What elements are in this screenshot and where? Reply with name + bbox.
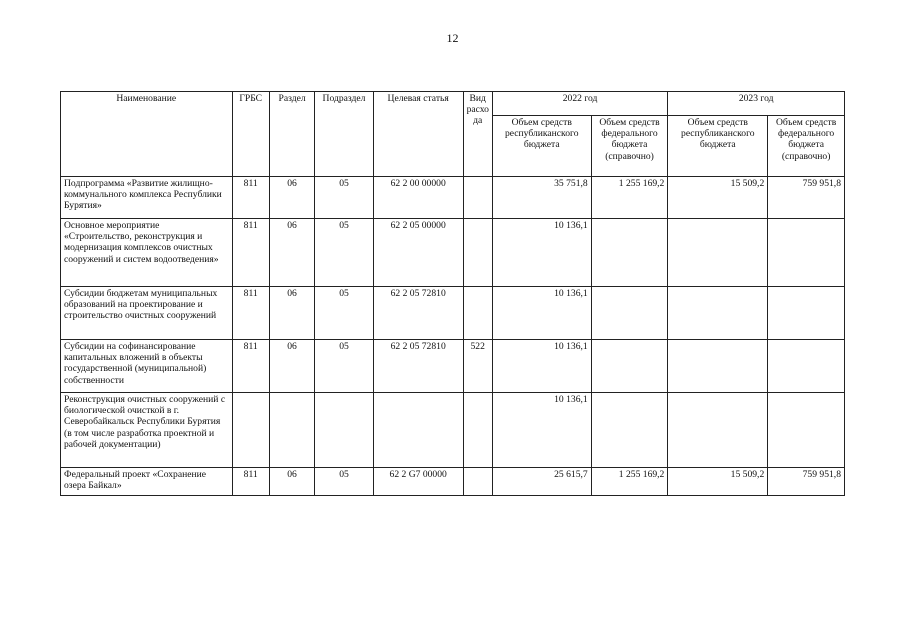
- cell-grbs: 811: [232, 177, 269, 219]
- cell-podrazdel: 05: [315, 340, 374, 393]
- cell-grbs: 811: [232, 468, 269, 496]
- cell-rep-2023: 15 509,2: [668, 177, 768, 219]
- cell-celevaya: 62 2 G7 00000: [373, 468, 463, 496]
- cell-fed-2022: 1 255 169,2: [591, 177, 668, 219]
- header-fed-2023: Объем средств федерального бюджета (справочно): [768, 116, 845, 177]
- cell-podrazdel: 05: [315, 177, 374, 219]
- cell-fed-2023: 759 951,8: [768, 468, 845, 496]
- cell-name: Подпрограмма «Развитие жилищно-коммунального комплекса Республики Бурятия»: [61, 177, 233, 219]
- cell-celevaya: 62 2 05 72810: [373, 340, 463, 393]
- cell-razdel: 06: [269, 340, 314, 393]
- cell-rep-2023: 15 509,2: [668, 468, 768, 496]
- cell-podrazdel: 05: [315, 219, 374, 287]
- table-row: [61, 219, 845, 287]
- cell-rep-2022: 10 136,1: [492, 287, 591, 340]
- table-row: [61, 177, 845, 219]
- cell-grbs: 811: [232, 219, 269, 287]
- cell-vid: [463, 219, 492, 287]
- header-celevaya: Целевая статья: [373, 92, 463, 177]
- table-row: [61, 468, 845, 496]
- cell-rep-2023: [668, 219, 768, 287]
- table-row: [61, 340, 845, 393]
- cell-celevaya: 62 2 05 72810: [373, 287, 463, 340]
- cell-razdel: 06: [269, 219, 314, 287]
- cell-fed-2022: [591, 287, 668, 340]
- cell-fed-2023: [768, 219, 845, 287]
- cell-vid: [463, 393, 492, 468]
- cell-rep-2023: [668, 393, 768, 468]
- cell-razdel: 06: [269, 287, 314, 340]
- header-rep-2022: Объем средств республиканского бюджета: [492, 116, 591, 177]
- cell-vid: 522: [463, 340, 492, 393]
- cell-grbs: [232, 393, 269, 468]
- cell-fed-2023: [768, 287, 845, 340]
- cell-celevaya: 62 2 05 00000: [373, 219, 463, 287]
- cell-vid: [463, 177, 492, 219]
- cell-rep-2022: 10 136,1: [492, 219, 591, 287]
- header-name: Наименование: [61, 92, 233, 177]
- header-vid: Вид расхо да: [463, 92, 492, 177]
- cell-rep-2022: 10 136,1: [492, 393, 591, 468]
- cell-name: Реконструкция очистных сооружений с биологической очисткой в г. Северобайкальск Республики Бурятия (в том числе разработка проектной и рабочей документации): [61, 393, 233, 468]
- cell-vid: [463, 287, 492, 340]
- cell-vid: [463, 468, 492, 496]
- header-razdel: Раздел: [269, 92, 314, 177]
- cell-fed-2023: [768, 340, 845, 393]
- cell-name: Субсидии на софинансирование капитальных вложений в объекты государственной (муниципальной) собственности: [61, 340, 233, 393]
- header-rep-2023: Объем средств республиканского бюджета: [668, 116, 768, 177]
- cell-celevaya: 62 2 00 00000: [373, 177, 463, 219]
- header-fed-2022: Объем средств федерального бюджета (справочно): [591, 116, 668, 177]
- cell-fed-2022: 1 255 169,2: [591, 468, 668, 496]
- cell-podrazdel: [315, 393, 374, 468]
- cell-rep-2023: [668, 340, 768, 393]
- table-header: [61, 92, 845, 177]
- cell-razdel: [269, 393, 314, 468]
- cell-podrazdel: 05: [315, 468, 374, 496]
- page-number: 12: [446, 31, 459, 45]
- cell-celevaya: [373, 393, 463, 468]
- header-podrazdel: Подраздел: [315, 92, 374, 177]
- header-grbs: ГРБС: [232, 92, 269, 177]
- budget-table: [60, 91, 845, 496]
- table-body: [61, 177, 845, 496]
- cell-razdel: 06: [269, 468, 314, 496]
- cell-name: Основное мероприятие «Строительство, реконструкция и модернизация комплексов очистных сооружений и систем водоотведения»: [61, 219, 233, 287]
- cell-name: Федеральный проект «Сохранение озера Байкал»: [61, 468, 233, 496]
- cell-fed-2023: [768, 393, 845, 468]
- cell-podrazdel: 05: [315, 287, 374, 340]
- cell-rep-2022: 10 136,1: [492, 340, 591, 393]
- cell-fed-2022: [591, 340, 668, 393]
- cell-grbs: 811: [232, 340, 269, 393]
- cell-rep-2022: 25 615,7: [492, 468, 591, 496]
- header-year-2023: 2023 год: [668, 92, 845, 116]
- cell-fed-2022: [591, 393, 668, 468]
- header-year-2022: 2022 год: [492, 92, 668, 116]
- cell-fed-2022: [591, 219, 668, 287]
- cell-name: Субсидии бюджетам муниципальных образований на проектирование и строительство очистных сооружений: [61, 287, 233, 340]
- cell-rep-2022: 35 751,8: [492, 177, 591, 219]
- table-row: [61, 393, 845, 468]
- cell-fed-2023: 759 951,8: [768, 177, 845, 219]
- cell-razdel: 06: [269, 177, 314, 219]
- table-row: [61, 287, 845, 340]
- cell-grbs: 811: [232, 287, 269, 340]
- cell-rep-2023: [668, 287, 768, 340]
